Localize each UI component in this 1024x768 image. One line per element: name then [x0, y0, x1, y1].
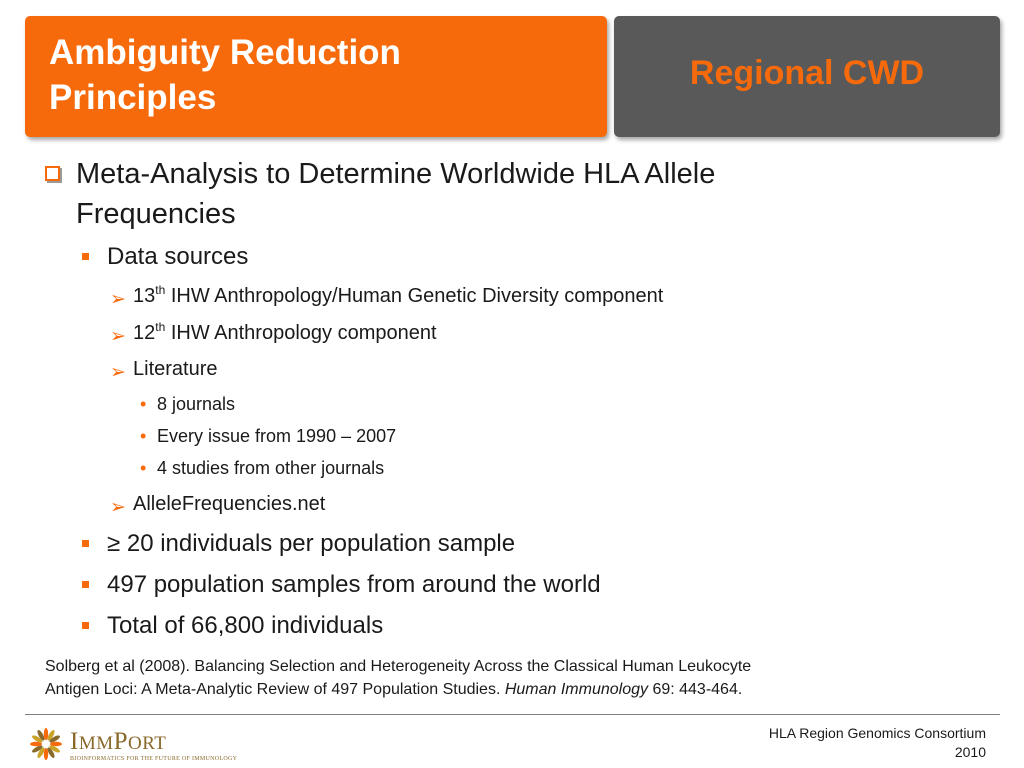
small-square-bullet-icon: [82, 581, 89, 588]
bullet-text: 8 journals: [157, 394, 236, 414]
logo-tagline: BIOINFORMATICS FOR THE FUTURE OF IMMUNOLOGY: [70, 756, 238, 762]
bullet-text: Total of 66,800 individuals: [107, 612, 384, 639]
bullet-text: Meta-Analysis to Determine Worldwide HLA Allele: [76, 158, 716, 190]
small-square-bullet-icon: [82, 622, 89, 629]
sunburst-icon: [28, 726, 64, 762]
dot-bullet-icon: •: [140, 426, 147, 446]
citation-line1: Solberg et al (2008). Balancing Selection and Heterogeneity Across the Classical Human Leukocyte: [45, 658, 752, 675]
bullet-text: 13th IHW Anthropology/Human Genetic Diversity component: [133, 283, 664, 307]
bullet-total: [82, 611, 383, 641]
bullet-text: AlleleFrequencies.net: [133, 493, 326, 515]
bullet-literature: [110, 356, 218, 382]
section-title: Regional CWD: [689, 54, 925, 92]
bullet-text: Data sources: [107, 243, 249, 270]
bullet-meta-analysis: [45, 154, 865, 234]
header-title-box: [25, 16, 607, 137]
immport-logo: [28, 726, 238, 764]
bullet-text: 4 studies from other journals: [157, 458, 385, 478]
bullet-pop-samples: [82, 570, 601, 600]
arrow-bullet-icon: ➢: [110, 496, 126, 518]
citation-journal: Human Immunology: [504, 681, 648, 698]
bullet-lit-item: [140, 456, 384, 480]
logo-wordmark: IMMPORT: [70, 728, 167, 755]
small-square-bullet-icon: [82, 540, 89, 547]
bullet-text: Literature: [133, 358, 218, 380]
arrow-bullet-icon: ➢: [110, 325, 126, 347]
footer-org: HLA Region Genomics Consortium: [768, 725, 986, 741]
bullet-text: Every issue from 1990 – 2007: [157, 426, 397, 446]
section-title-box: [614, 16, 1000, 137]
bullet-text: ≥ 20 individuals per population sample: [107, 530, 516, 557]
dot-bullet-icon: •: [140, 394, 147, 414]
citation: [45, 655, 995, 701]
footer-year: 2010: [954, 744, 986, 760]
bullet-text-cont: Frequencies: [76, 198, 236, 230]
bullet-lit-item: [140, 424, 396, 448]
bullet-lit-item: [140, 392, 235, 416]
bullet-data-sources: [82, 242, 248, 272]
small-square-bullet-icon: [82, 253, 89, 260]
bullet-text: 12th IHW Anthropology component: [133, 320, 437, 344]
dot-bullet-icon: •: [140, 458, 147, 478]
footer: [769, 724, 986, 762]
citation-line2: Antigen Loci: A Meta-Analytic Review of 497 Population Studies. Human Immunology 69: 443-464.: [45, 681, 743, 698]
page-title-line2: Principles: [49, 78, 217, 117]
page-title-line1: Ambiguity Reduction: [49, 33, 401, 72]
bullet-text: 497 population samples from around the world: [107, 571, 601, 598]
footer-divider: [25, 714, 1000, 715]
bullet-13th-ihw: [110, 283, 663, 309]
arrow-bullet-icon: ➢: [110, 361, 126, 383]
arrow-bullet-icon: ➢: [110, 288, 126, 310]
bullet-individuals-min: [82, 529, 515, 559]
bullet-12th-ihw: [110, 320, 437, 346]
bullet-allelefrequencies: [110, 491, 325, 517]
square-bullet-icon: [45, 166, 60, 181]
